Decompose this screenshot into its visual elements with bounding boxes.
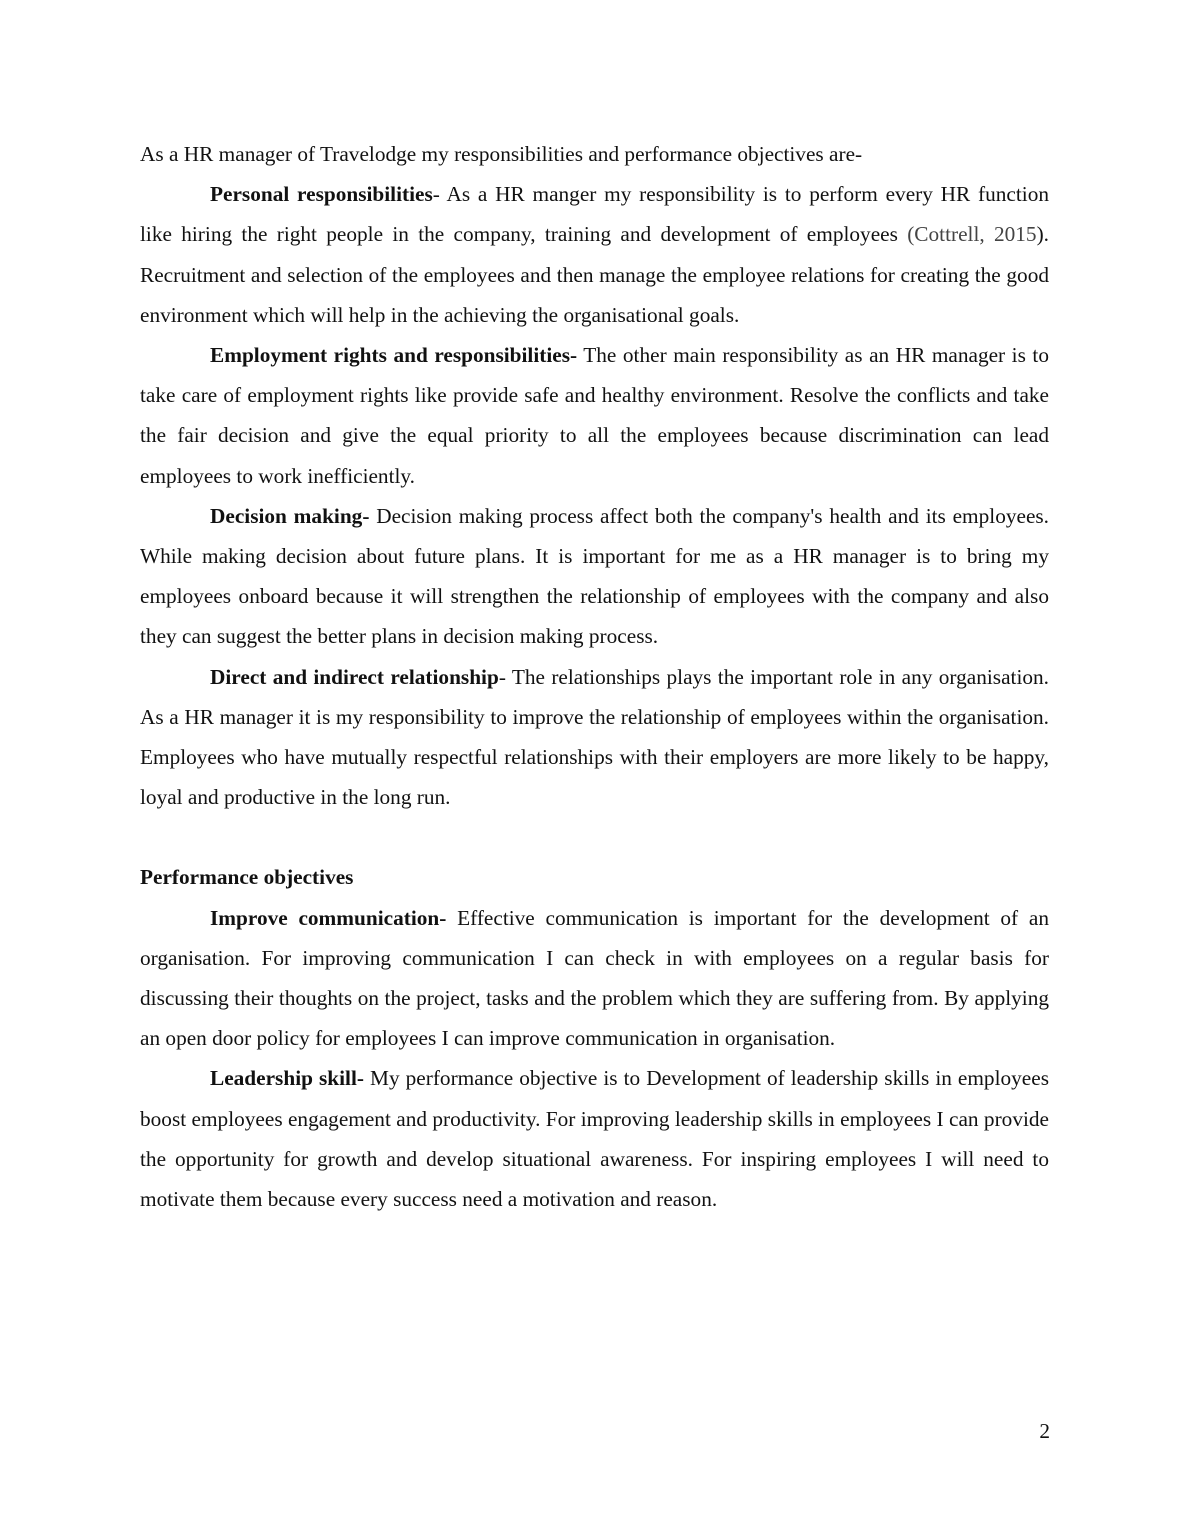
objective-text: Effective communication is important for the development of an organisation. For improving communication I can check in with employees on a regular basis for discussing their thoughts on the project, tasks and the problem which they are suffering from. By applying an open door policy for employees I can improve communication in organisation. <box>140 905 1049 1051</box>
objective-lead: Improve communication- <box>210 905 447 930</box>
paragraph-decision-making <box>140 496 1049 657</box>
paragraph-lead: Decision making- <box>210 503 370 528</box>
paragraph-lead: Employment rights and responsibilities- <box>210 343 578 368</box>
paragraph-text: The other main responsibility as an HR manager is to take care of employment rights like provide safe and healthy environment. Resolve the conflicts and take the fair decision and give the equal priority to all the employees because discrimination can lead employees to work inefficiently. <box>140 343 1049 488</box>
intro-paragraph: As a HR manager of Travelodge my responsibilities and performance objectives are- <box>140 142 863 166</box>
paragraph-direct-indirect-relationship <box>140 657 1049 818</box>
paragraph-lead: Personal responsibilities <box>210 182 433 207</box>
paragraph-text: Decision making process affect both the company's health and its employees. While making decision about future plans. It is important for me as a HR manager is to bring my employees onboard because it will strengthen the relationship of employees with the company and also they can suggest the better plans in decision making process. <box>140 503 1050 649</box>
objective-improve-communication <box>140 898 1049 1059</box>
paragraph-employment-rights <box>140 335 1049 496</box>
paragraph-text: - As a HR manger my responsibility is to perform every HR function like hiring the right people in the company, training and development of employees <box>140 182 1050 247</box>
paragraph-lead: Direct and indirect relationship <box>210 664 499 689</box>
document-page <box>140 134 1049 1219</box>
paragraph-text: - The relationships plays the important role in any organisation. As a HR manager it is my responsibility to improve the relationship of employees within the organisation. Employees who have mutually respectful relationships with their employers are more likely to be happy, loyal and productive in the long run. <box>140 664 1049 810</box>
objective-leadership-skill <box>140 1058 1049 1219</box>
objective-lead: Leadership skill- <box>210 1066 364 1091</box>
objective-text: My performance objective is to Development of leadership skills in employees boost employees engagement and productivity. For improving leadership skills in employees I can provide the opportunity for growth and develop situational awareness. For inspiring employees I will need to motivate them because every success need a motivation and reason. <box>140 1066 1049 1212</box>
paragraph-personal-responsibilities <box>140 174 1049 335</box>
section-heading: Performance objectives <box>140 865 354 890</box>
page-number: 2 <box>1039 1419 1050 1443</box>
paragraph-text: ). Recruitment and selection of the employees and then manage the employee relations for creating the good environment which will help in the achieving the organisational goals. <box>140 222 1050 327</box>
citation: (Cottrell, 2015 <box>907 222 1037 247</box>
